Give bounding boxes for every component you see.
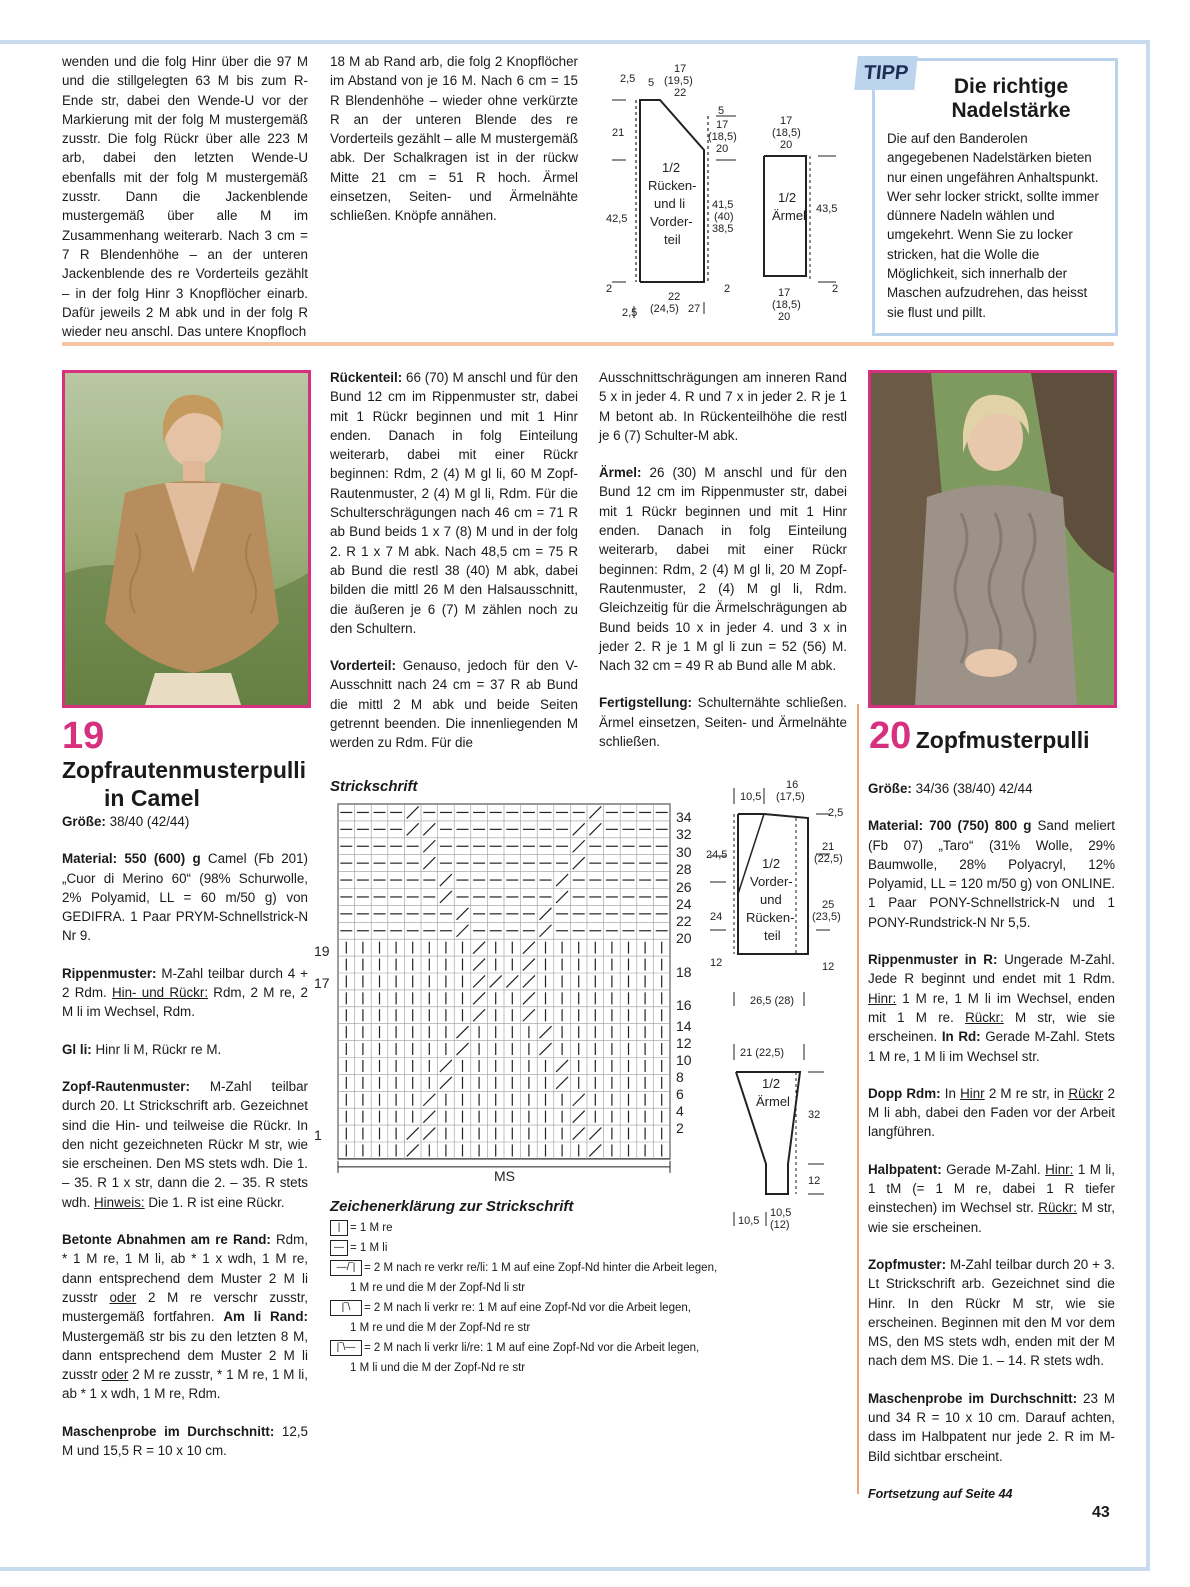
chart-row-label: 16 [676,997,692,1013]
chart-row-label-left: 1 [314,1127,322,1143]
chart-row-label: 4 [676,1103,684,1119]
s2-sl-label-b: Ärmel [756,1094,790,1109]
s1-bot-b: 22 [668,291,681,303]
s2-sl-bot-b: 10,5 [770,1207,792,1219]
chart-row-label: 22 [676,913,692,929]
top-text-col2 [330,52,578,226]
chart-row-label: 28 [676,861,692,877]
s2-sl-right2: 12 [808,1175,821,1187]
chart-grid [338,804,670,1159]
s1-sl-right: 43,5 [816,203,838,215]
tipp-title-line2: Nadelstärke [951,99,1071,122]
top-text-col2-body: 18 M ab Rand arb, die folg 2 Knopflöcher im Abstand von je 16 M. Nach 6 cm = 15 R Blendenhöhe – wieder ohne verkürzte R an der unteren Blende des re Vorderteils gezählt – alle M mustergemäß abk. Der Schalkragen ist in der rückw Mitte 21 cm = 51 R hoch. Ärmel einsetzen, Seiten- und Ärmelnähte schließen. Knöpfe annähen. [330,54,578,224]
tipp-body: Die auf den Banderolen angegebenen Nadelstärken bieten nur einen ungefähren Anhaltspunkt. Wer sehr locker strickt, sollte immer dünnere Nadeln wählen und umgekehrt. Wenn Sie zu locker stricken, hat die Wolle die Möglichkeit, sich innerhalb der Maschen aufzudrehen, das heisst sie flust und pillt. [887,131,1099,320]
s2-bottom: 26,5 (28) [750,995,795,1007]
s1-body-l5: teil [664,232,681,247]
s1-top-d: (19,5) [664,75,693,87]
s1-bot-a: 2 [606,283,613,295]
s1-bot-d: 27 [688,303,701,315]
s1-sl-bot-a: 17 [778,287,791,299]
pattern20-number: 20 [869,715,912,757]
page-number: 43 [1092,1504,1110,1521]
tipp-title [931,75,1091,123]
legend-item-cross-left-knit: |‾\ = 2 M nach li verkr re: 1 M auf eine Zopf-Nd vor die Arbeit legen, 1 M re und die M der Zopf-Nd re str [330,1298,730,1338]
s1-top-a: 2,5 [620,73,636,85]
pattern19-heading [62,716,322,812]
chart-row-label-left: 17 [314,975,330,991]
page-frame-right [1146,40,1150,1570]
s2-right4: 12 [822,961,835,973]
s2-right3b: (23,5) [812,911,841,923]
page-frame-bottom [0,1567,1150,1571]
section-divider [62,342,1114,346]
s1-neck-c: (18,5) [708,131,737,143]
top-text-col1 [62,52,308,341]
pattern19-number: 19 [62,715,105,757]
s1-sl-bot-b: (18,5) [772,299,801,311]
photo-sweater-model [868,370,1117,708]
tipp-title-line1: Die richtige [953,75,1069,98]
s1-sl-bot-c: 20 [778,311,791,323]
middle-col-instructions: Rückenteil: 66 (70) M anschl und für den Bund 12 cm im Rippenmuster str, dabei mit 1 Rückr beginnen und mit 1 Hinr enden. Danach in folg Einteilung weiterarb, dabei mit einer Rückr beginnen: Rdm, 2 (4) M gl li, 60 M Zopf-Rautenmuster, 2 (4) M gl li, Rdm. Für die Schulterschrägungen nach 46 cm = 71 R ab Bund beids 1 x 7 (8) M und in der folg 2. R 1 x 7 M abk. Nach 48,5 cm = 75 R ab Bund die restl 38 (40) M abk, dabei bilden die mittl 26 M den Halsausschnitt, die äußeren je 6 (7) M zählen noch zu den Schultern. Vorderteil: Genauso, jedoch für den V-Ausschnitt nach 24 cm = 37 R ab Bund die mittl 2 M abk und beide Seiten getrennt beenden. Die innenliegenden M werden zu Rdm. Für die [330,370,578,751]
s1-bot-e: 2,5 [622,307,638,319]
s2-top-b: 16 [786,779,799,791]
s1-sl-label-b: Ärmel [772,208,806,223]
s1-top-c: 17 [674,63,687,75]
chart-row-label: 34 [676,809,692,825]
continued-note: Fortsetzung auf Seite 44 [868,1486,1013,1501]
tipp-box [872,58,1118,336]
chart-row-label: 32 [676,826,692,842]
s2-body-l3: und [760,892,782,907]
s1-top-e: 22 [674,87,687,99]
s2-sl-bot-a: 10,5 [738,1215,760,1227]
chart-caption: Strickschrift [330,778,418,795]
s2-body-l2: Vorder- [750,874,793,889]
s2-top-a: 10,5 [740,791,762,803]
chart-row-label: 10 [676,1052,692,1068]
s1-left-b: 42,5 [606,213,628,225]
chart-row-label: 2 [676,1120,684,1136]
chart-row-label: 14 [676,1018,692,1034]
legend-caption: Zeichenerklärung zur Strickschrift [330,1198,574,1215]
s1-neck-d: 20 [716,143,729,155]
s2-right2b: (22,5) [814,853,843,865]
pattern19-title-line1: Zopfrautenmusterpulli [62,757,307,783]
s2-sl-right1: 32 [808,1109,821,1121]
chart-row-label: 24 [676,896,692,912]
s1-right-b: (40) [714,211,734,223]
page-frame-top [0,40,1148,44]
schematic-sweater [700,778,850,1238]
s2-left1: 24,5 [706,849,728,861]
top-text-col1-body: wenden und die folg Hinr über die 97 M und die stillgelegten 63 M bis zum R-Ende str, dabei den Wende-U vor der Markierung mit der folg M mustergemäß zusstr. Die folg Rückr über alle 223 M arb, dabei den letzten Wende-U ebenfalls mit der folg M mustergemäß zusstr. Dann die Jackenblende mustergemäß über alle M im Zusammenhang weiterarb. Nach 3 cm = 7 R Blendenhöhe – an der unteren Jackenblende des re Vorderteils gezählt – in der folg Hinr 3 Knopflöcher einarb. Dafür jeweils 2 M abk und in der folg R wieder neu anschl. Das untere Knopfloch [62,54,308,340]
chart-row-label: 6 [676,1086,684,1102]
column-divider [857,704,859,1494]
s1-sl-bot-d: 2 [832,283,839,295]
pattern20-heading [869,716,1129,756]
chart-row-label: 8 [676,1069,684,1085]
photo-cardigan-model [62,370,311,708]
chart-row-label: 20 [676,930,692,946]
s1-sl-label-a: 1/2 [778,190,797,205]
knitting-chart [310,800,706,1184]
s1-sl-top-c: 20 [780,139,793,151]
s2-top-c: (17,5) [776,791,805,803]
pattern19-title-line2: in Camel [104,785,200,811]
s2-body-l4: Rücken- [746,910,795,925]
s1-neck-a: 5 [718,105,725,117]
chart-row-label: 30 [676,844,692,860]
s2-left3: 12 [710,957,723,969]
pattern20-title: Zopfmusterpulli [915,727,1090,753]
s2-body-l1: 1/2 [762,856,781,871]
s2-sl-top: 21 (22,5) [740,1047,785,1059]
pattern19-instructions: Größe: 38/40 (42/44) Material: 550 (600) g Camel (Fb 201) „Cuor di Merino 60“ (98% Schurwolle, 2% Polyamid, LL = 60 m/50 g) von GEDIFRA. 1 Paar PRYM-Schnellstrick-N Nr 9. Rippenmuster: M-Zahl teilbar durch 4 + 2 Rdm. Hin- und Rückr: Rdm, 2 M re, 2 M li im Wechsel, Rdm. Gl li: Hinr li M, Rückr re M. Zopf-Rautenmuster: M-Zahl teilbar durch 20. Lt Strickschrift arb. Gezeichnet sind die Hin- und teilweise die Rückr. In den nicht gezeichneten Rückr M str, wie sie erscheinen. Den MS stets wdh. Die 1. – 35. R 1 x str, dann die 2. – 35. R stets wdh. Hinweis: Die 1. R ist eine Rückr. Betonte Abnahmen am re Rand: Rdm, * 1 M re, 1 M li, ab * 1 x wdh, 1 M re, dann entsprechend dem Muster 2 M li zusstr oder 2 M re verschr zusstr, mustergemäß fortfahren. Am li Rand: Mustergemäß str bis zu den letzten 8 M, dann entsprechend dem Muster 2 M li zusstr oder 2 M re zusstr, * 1 M re, 1 M li, ab * 1 x wdh, 1 M re, Rdm. Maschenprobe im Durchschnitt: 12,5 M und 15,5 R = 10 x 10 cm. [62,814,309,1459]
s1-body-l1: 1/2 [662,160,681,175]
s2-right2a: 21 [822,841,835,853]
s1-body-l3: und li [654,196,686,211]
schematic-cardigan [596,56,852,326]
chart-row-label: 12 [676,1035,692,1051]
chart-row-label: 18 [676,964,692,980]
s1-body-l2: Rücken- [648,178,697,193]
legend-item-cross-left-purl: |‾\— = 2 M nach li verkr li/re: 1 M auf eine Zopf-Nd vor die Arbeit legen, 1 M li und die M der Zopf-Nd re str [330,1338,730,1378]
legend-item-cross-right: —/‾| = 2 M nach re verkr re/li: 1 M auf eine Zopf-Nd hinter die Arbeit legen, 1 M re und die M der Zopf-Nd li str [330,1258,730,1298]
s1-right-a: 41,5 [712,199,734,211]
s2-sl-label-a: 1/2 [762,1076,781,1091]
s1-left-a: 21 [612,127,625,139]
legend-item-purl: — = 1 M li [330,1238,730,1258]
pattern20-instructions: Größe: 34/36 (38/40) 42/44 Material: 700 (750) 800 g Sand meliert (Fb 07) „Taro“ (31% Wolle, 29% Baumwolle, 28% Polyacryl, 12% Polyamid, LL = 120 m/50 g) von ONLINE. 1 Paar PONY-Schnellstrick-N und 1 PONY-Rundstrick-N Nr 5,5. Rippenmuster in R: Ungerade M-Zahl. Jede R beginnt und endet mit 1 Rdm. Hinr: 1 M re, 1 M li im Wechsel, enden mit 1 M re. Rückr: M str, wie sie erscheinen. In Rd: Gerade M-Zahl. Stets 1 M re, 1 M li im Wechsel str. Dopp Rdm: In Hinr 2 M re str, in Rückr 2 M li abh, dabei den Faden vor der Arbeit langführen. Halbpatent: Gerade M-Zahl. Hinr: 1 M li, 1 tM (= 1 M re, dabei 1 R tiefer einstechen) im Wechsel str. Rückr: M str, wie sie erscheinen. Zopfmuster: M-Zahl teilbar durch 20 + 3. Lt Strickschrift arb. Gezeichnet sind die Hinr. In den Rückr M str, wie sie erscheinen. Beginnen mit den M vor dem MS, den MS stets wdh, enden mit der M nach dem MS. Die 1. – 14. R stets wdh. Maschenprobe im Durchschnitt: 23 M und 34 R = 10 x 10 cm. Darauf achten, dass im Halbpatent nur jede 2. R im M-Bild sichtbar erscheint. Fortsetzung auf Seite 44 [868,781,1116,1501]
s2-left2: 24 [710,911,723,923]
s2-body-l5: teil [764,928,781,943]
chart-row-label-left: 19 [314,943,330,959]
s1-right-c: 38,5 [712,223,734,235]
chart-legend [330,1218,730,1378]
third-col-instructions: Ausschnittschrägungen am inneren Rand 5 x in jeder 4. R und 7 x in jeder 2. R je 1 M betont ab. In Rückenteilhöhe die restl je 6 (7) Schulter-M abk. Ärmel: 26 (30) M anschl und für den Bund 12 cm im Rippenmuster str, dabei mit 1 Rückr beginnen und mit 1 Hinr enden. Danach in folg Einteilung weiterarb, dabei mit einer Rückr beginnen: Rdm, 2 (4) M gl li, 20 M Zopf-Rautenmuster, 2 (4) M gl li, Rdm. Gleichzeitig für die Ärmelschrägungen ab Bund beids 10 x in jeder 4. und 3 x in jeder 2. R je 1 M gl li zun = 52 (56) M. Nach 32 cm = 49 R ab Bund alle M abk. Fertigstellung: Schulternähte schließen. Ärmel einsetzen, Seiten- und Ärmelnähte schließen. [599,370,847,750]
chart-ms-label: MS [494,1167,515,1184]
s1-top-b: 5 [648,77,655,89]
s1-bot-f: 2 [724,283,731,295]
s2-sl-bot-c: (12) [770,1219,790,1231]
s2-right1: 2,5 [828,807,844,819]
s2-right3a: 25 [822,899,835,911]
chart-row-label: 26 [676,879,692,895]
s1-sl-top-b: (18,5) [772,127,801,139]
s1-bot-c: (24,5) [650,303,679,315]
s1-body-l4: Vorder- [650,214,693,229]
s1-neck-b: 17 [716,119,729,131]
tipp-tag: TIPP [854,56,918,90]
s1-sl-top-a: 17 [780,115,793,127]
legend-item-knit: | = 1 M re [330,1218,730,1238]
